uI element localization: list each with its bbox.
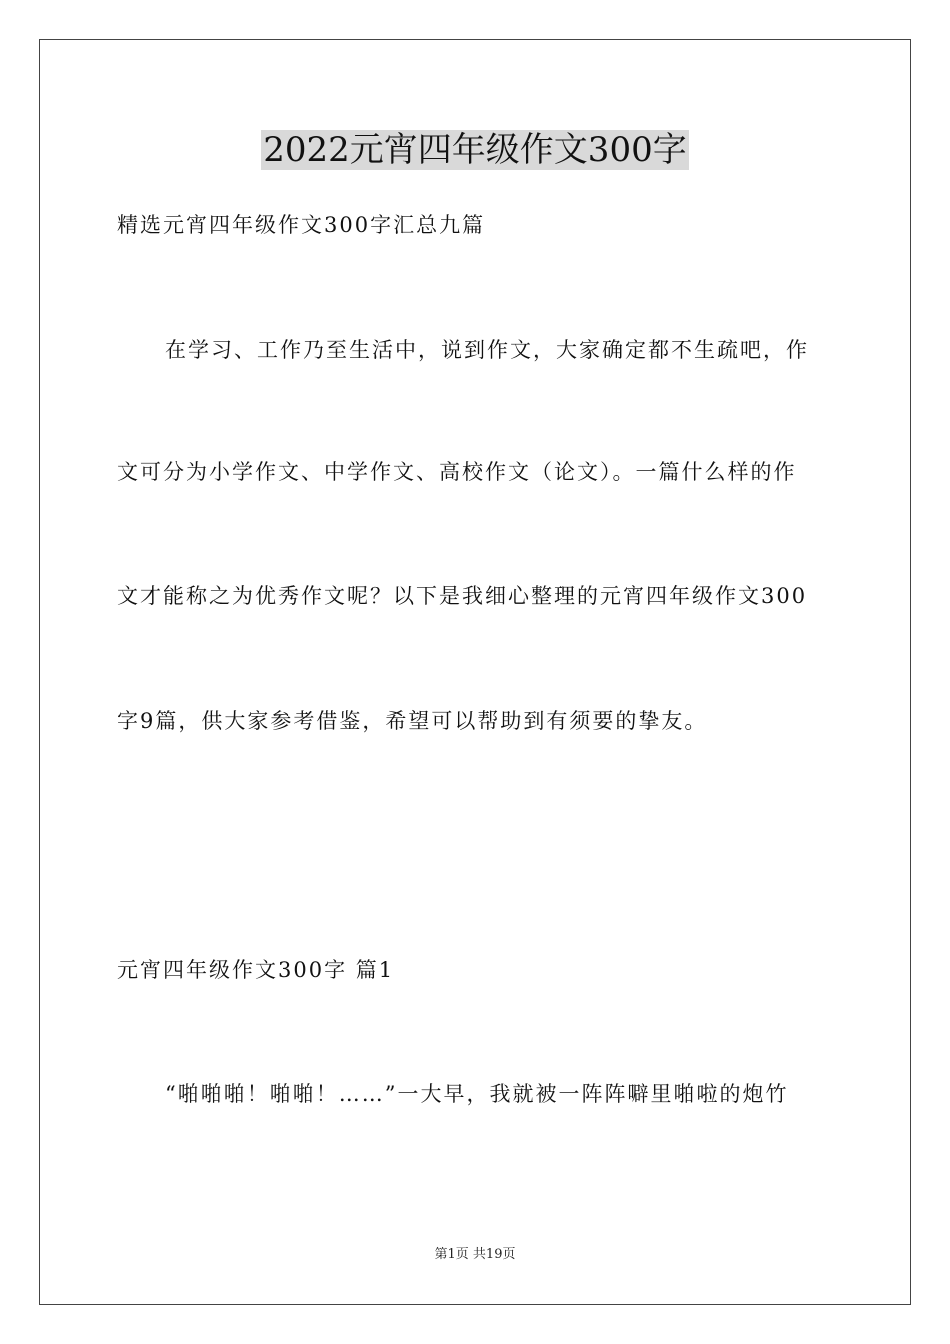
document-subtitle: 精选元宵四年级作文300字汇总九篇: [117, 213, 486, 237]
page-footer: 第1页 共19页: [434, 1247, 516, 1262]
intro-line-1: 在学习、工作乃至生活中，说到作文，大家确定都不生疏吧，作: [165, 338, 809, 362]
intro-line-2: 文可分为小学作文、中学作文、高校作文（论文）。一篇什么样的作: [117, 460, 797, 484]
section-heading: 元宵四年级作文300字 篇1: [117, 958, 395, 982]
intro-line-3: 文才能称之为优秀作文呢？以下是我细心整理的元宵四年级作文300: [117, 584, 808, 608]
intro-line-4: 字9篇，供大家参考借鉴，希望可以帮助到有须要的挚友。: [117, 709, 708, 733]
section-first-line: “啪啪啪！啪啪！……”一大早，我就被一阵阵噼里啪啦的炮竹: [165, 1082, 789, 1106]
document-title: [0, 128, 950, 172]
document-title-text: 2022元宵四年级作文300字: [263, 130, 687, 170]
